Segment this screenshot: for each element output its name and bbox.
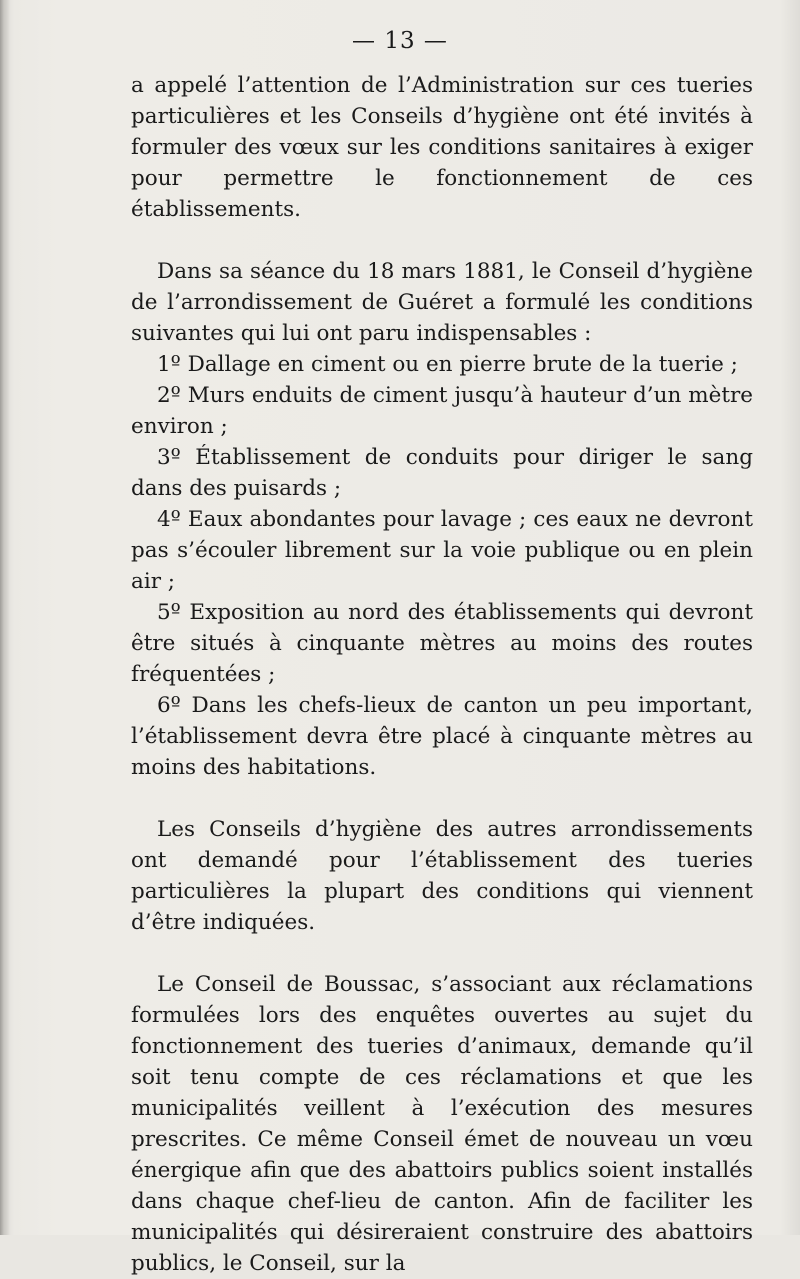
- paragraph-gueret-council: Dans sa séance du 18 mars 1881, le Conseil d’hygiène de l’arrondissement de Guéret a formulé les conditions suivantes qui lui ont paru indispensables :: [131, 259, 753, 346]
- paragraph-other-councils: Les Conseils d’hygiène des autres arrondissements ont demandé pour l’établissement des tueries particulières la plupart des conditions qui viennent d’être indiquées.: [131, 817, 753, 935]
- paragraph-boussac-council: Le Conseil de Boussac, s’associant aux réclamations formulées lors des enquêtes ouvertes au sujet du fonctionnement des tueries d’animaux, demande qu’il soit tenu compte de ces réclamations et que les municipalités veillent à l’exécution des mesures prescrites. Ce même Conseil émet de nouveau un vœu énergique afin que des abattoirs publics soient installés dans chaque chef-lieu de canton. Afin de faciliter les municipalités qui désireraient construire des abattoirs publics, le Conseil, sur la: [131, 972, 753, 1276]
- condition-4: 4º Eaux abondantes pour lavage ; ces eaux ne devront pas s’écouler librement sur la voie publique ou en plein air ;: [131, 507, 753, 594]
- condition-3: 3º Établissement de conduits pour diriger le sang dans des puisards ;: [131, 445, 753, 501]
- page-number: — 13 —: [352, 28, 448, 54]
- page-gutter-shadow: [0, 0, 10, 1235]
- condition-5: 5º Exposition au nord des établissements qui devront être situés à cinquante mètres au moins des routes fréquentées ;: [131, 600, 753, 687]
- body-text: [131, 70, 753, 1279]
- condition-6: 6º Dans les chefs-lieux de canton un peu important, l’établissement devra être placé à cinquante mètres au moins des habitations.: [131, 693, 753, 780]
- condition-2: 2º Murs enduits de ciment jusqu’à hauteur d’un mètre environ ;: [131, 383, 753, 439]
- condition-1: 1º Dallage en ciment ou en pierre brute de la tuerie ;: [157, 352, 738, 377]
- paragraph-continuation: a appelé l’attention de l’Administration sur ces tueries particulières et les Conseils d’hygiène ont été invités à formuler des vœux sur les conditions sanitaires à exiger pour permettre le fonctionnement de ces établissements.: [131, 73, 753, 222]
